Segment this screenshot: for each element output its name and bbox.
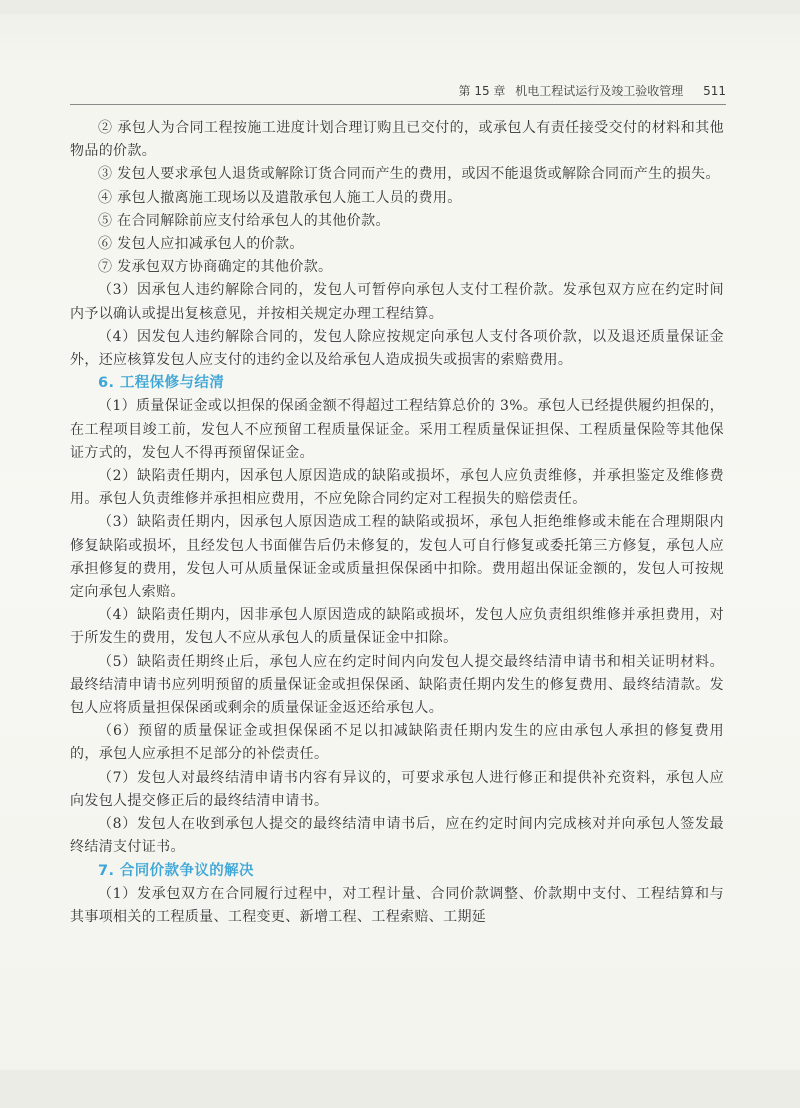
paragraph: ⑤ 在合同解除前应支付给承包人的其他价款。 [98,212,390,229]
paragraph: （3）缺陷责任期内，因承包人原因造成工程的缺陷或损坏，承包人拒绝维修或未能在合理期限内修复缺陷或损坏，且经发包人书面催告后仍未修复的，发包人可自行修复或委托第三方修复，承包人应承担修复的费用，发包人可从质量保证金或质量担保保函中扣除。费用超出保证金额的，发包人可按规定向承包人索赔。 [70,514,724,601]
header-chapter-title: 机电工程试运行及竣工验收管理 [515,84,684,98]
paragraph: （1）质量保证金或以担保的保函金额不得超过工程结算总价的 3%。承包人已经提供履约担保的，在工程项目竣工前，发包人不应预留工程质量保证金。采用工程质量保证担保、工程质量保险等其他保证方式的，发包人不得再预留保证金。 [70,398,724,461]
section-heading-6: 6. 工程保修与结清 [98,375,225,392]
paragraph: （1）发承包双方在合同履行过程中，对工程计量、合同价款调整、价款期中支付、工程结算和与其事项相关的工程质量、工程变更、新增工程、工程索赔、工期延 [70,885,724,925]
paragraph: （6）预留的质量保证金或担保保函不足以扣减缺陷责任期内发生的应由承包人承担的修复费用的，承包人应承担不足部分的补偿责任。 [70,723,724,763]
scan-bottom-edge [0,1070,800,1108]
paragraph: （7）发包人对最终结清申请书内容有异议的，可要求承包人进行修正和提供补充资料，承包人应向发包人提交修正后的最终结清申请书。 [70,769,724,809]
page-body [70,117,724,929]
paragraph: ② 承包人为合同工程按施工进度计划合理订购且已交付的，或承包人有责任接受交付的材料和其他物品的价款。 [70,120,724,160]
paragraph: ④ 承包人撤离施工现场以及遣散承包人施工人员的费用。 [98,189,462,206]
scan-top-edge [0,0,800,14]
running-header [70,81,726,103]
paragraph: ③ 发包人要求承包人退货或解除订货合同而产生的费用，或因不能退货或解除合同而产生的损失。 [98,166,720,183]
page-number: 511 [703,84,726,98]
paragraph: ⑥ 发包人应扣减承包人的价款。 [98,236,304,253]
header-chapter: 第 15 章 [458,84,506,98]
paragraph: ⑦ 发承包双方协商确定的其他价款。 [98,259,333,276]
paragraph: （2）缺陷责任期内，因承包人原因造成的缺陷或损坏，承包人应负责维修，并承担鉴定及维修费用。承包人负责维修并承担相应费用，不应免除合同约定对工程损失的赔偿责任。 [70,468,724,508]
section-heading-7: 7. 合同价款争议的解决 [98,862,254,879]
paragraph: （4）因发包人违约解除合同的，发包人除应按规定向承包人支付各项价款，以及退还质量保证金外，还应核算发包人应支付的违约金以及给承包人造成损失或损害的索赔费用。 [70,328,724,369]
paragraph: （4）缺陷责任期内，因非承包人原因造成的缺陷或损坏，发包人应负责组织维修并承担费用，对于所发生的费用，发包人不应从承包人的质量保证金中扣除。 [70,607,724,647]
header-rule [70,104,726,105]
paragraph: （8）发包人在收到承包人提交的最终结清申请书后，应在约定时间内完成核对并向承包人签发最终结清支付证书。 [70,816,724,856]
paragraph: （3）因承包人违约解除合同的，发包人可暂停向承包人支付工程价款。发承包双方应在约定时间内予以确认或提出复核意见，并按相关规定办理工程结算。 [70,282,724,322]
paragraph: （5）缺陷责任期终止后，承包人应在约定时间内向发包人提交最终结清申请书和相关证明材料。最终结清申请书应列明预留的质量保证金或担保保函、缺陷责任期内发生的修复费用、最终结清款。发包人应将质量担保保函或剩余的质量保证金返还给承包人。 [70,653,724,717]
